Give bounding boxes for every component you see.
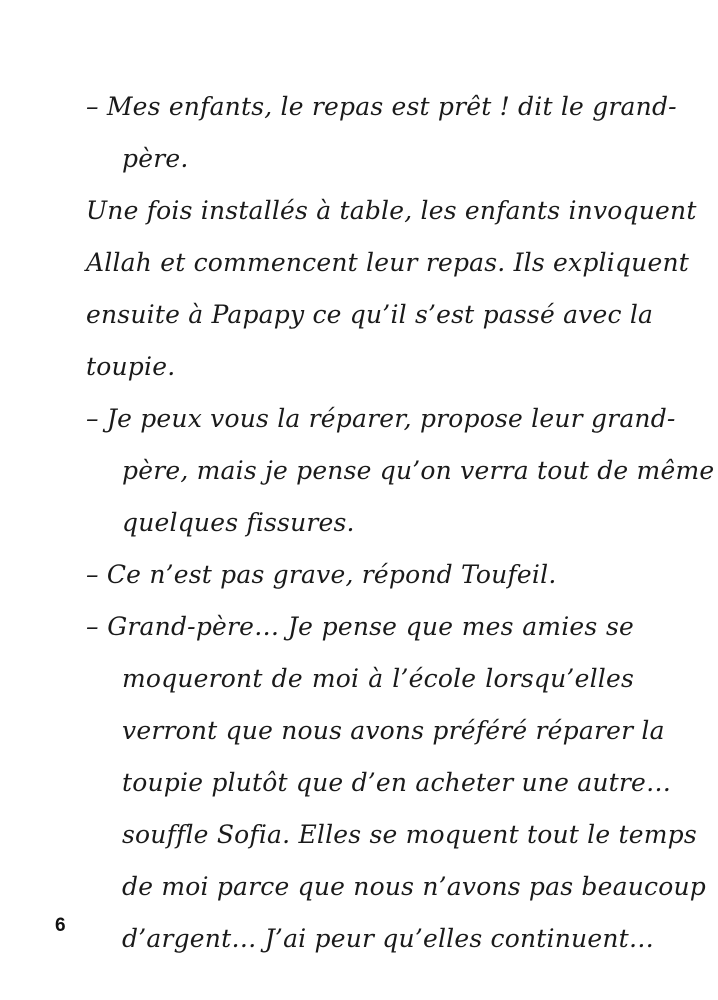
text-line: de moi parce que nous n’avons pas beaucoup [122,872,706,901]
text-line: moqueront de moi à l’école lorsqu’elles [122,664,634,693]
text-line: souffle Sofia. Elles se moquent tout le temps [122,820,697,849]
text-line: quelques fissures. [122,508,355,537]
text-line: – Mes enfants, le repas est prêt ! dit le grand- [86,92,677,121]
text-line: – Grand-père… Je pense que mes amies se [86,612,634,641]
text-line: – Je peux vous la réparer, propose leur grand- [86,404,676,433]
text-line: d’argent… J’ai peur qu’elles continuent… [122,924,655,953]
text-line: père, mais je pense qu’on verra tout de même [122,456,715,485]
text-line: toupie. [86,352,176,381]
text-line: verront que nous avons préféré réparer la [122,716,665,745]
text-line: toupie plutôt que d’en acheter une autre… [122,768,672,797]
text-line: ensuite à Papapy ce qu’il s’est passé avec la [86,300,654,329]
text-line: père. [122,144,189,173]
text-line: Allah et commencent leur repas. Ils expliquent [86,248,689,277]
text-line: Une fois installés à table, les enfants invoquent [86,196,697,225]
text-line: – Ce n’est pas grave, répond Toufeil. [86,560,557,589]
page-number: 6 [55,915,66,936]
